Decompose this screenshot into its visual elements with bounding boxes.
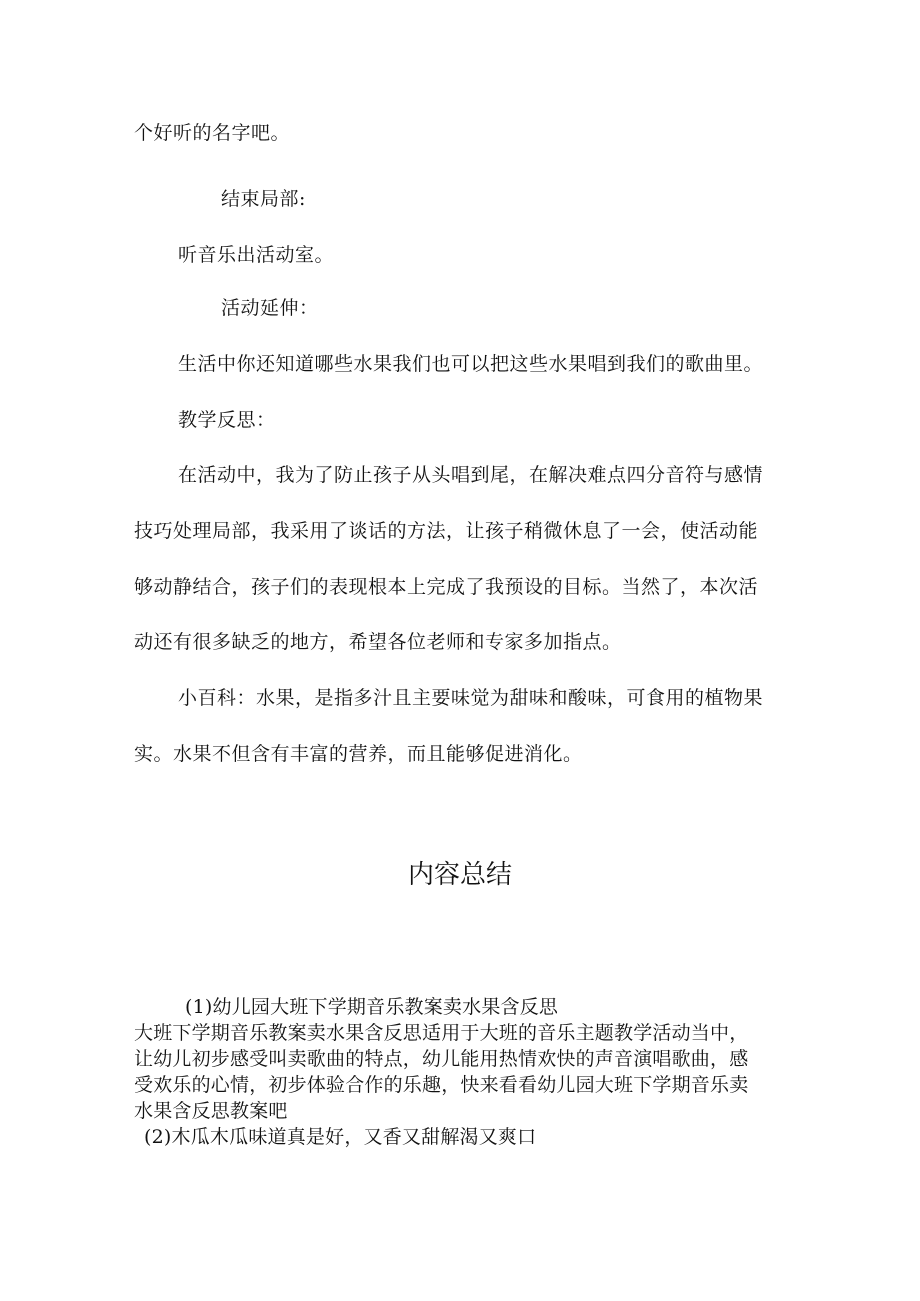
summary-line: 大班下学期音乐教案卖水果含反思适用于大班的音乐主题教学活动当中， bbox=[134, 1022, 749, 1044]
paragraph-line: 技巧处理局部，我采用了谈话的方法，让孩子稍微休息了一会，使活动能 bbox=[134, 520, 759, 542]
section-heading: 教学反思： bbox=[178, 409, 276, 431]
section-heading: 活动延伸： bbox=[221, 297, 319, 319]
paragraph-line: 小百科：水果，是指多汁且主要味觉为甜味和酸味，可食用的植物果 bbox=[178, 687, 764, 709]
paragraph-line: 够动静结合，孩子们的表现根本上完成了我预设的目标。当然了，本次活 bbox=[134, 576, 759, 598]
paragraph-line: 在活动中，我为了防止孩子从头唱到尾，在解决难点四分音符与感情 bbox=[178, 464, 764, 486]
paragraph-line: 个好听的名字吧。 bbox=[134, 122, 291, 144]
summary-item-heading: (1)幼儿园大班下学期音乐教案卖水果含反思 bbox=[185, 996, 559, 1018]
section-heading: 结束局部: bbox=[221, 188, 306, 210]
summary-line: 水果含反思教案吧 bbox=[134, 1100, 288, 1122]
paragraph-line: 生活中你还知道哪些水果我们也可以把这些水果唱到我们的歌曲里。 bbox=[178, 353, 764, 375]
paragraph-line: 实。水果不但含有丰富的营养，而且能够促进消化。 bbox=[134, 743, 583, 765]
summary-line: 让幼儿初步感受叫卖歌曲的特点，幼儿能用热情欢快的声音演唱歌曲，感 bbox=[134, 1048, 749, 1070]
paragraph-line: 听音乐出活动室。 bbox=[178, 244, 335, 266]
summary-title: 内容总结 bbox=[407, 860, 512, 890]
summary-item-heading: (2)木瓜木瓜味道真是好，又香又甜解渴又爽口 bbox=[144, 1126, 537, 1148]
summary-line: 受欢乐的心情，初步体验合作的乐趣，快来看看幼儿园大班下学期音乐卖 bbox=[134, 1074, 749, 1096]
paragraph-line: 动还有很多缺乏的地方，希望各位老师和专家多加指点。 bbox=[134, 631, 622, 653]
